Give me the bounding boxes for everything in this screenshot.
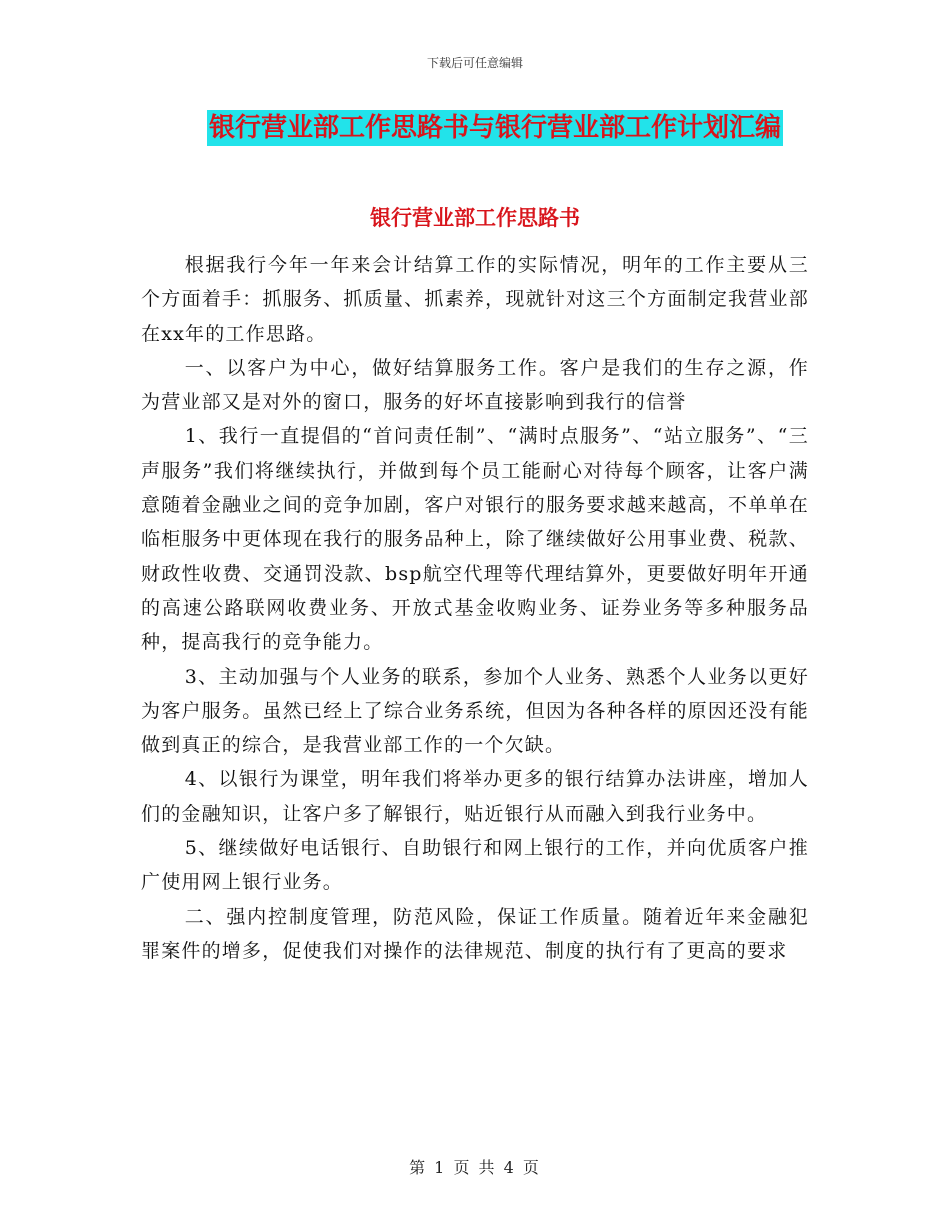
page-footer: 第 1 页 共 4 页 <box>409 1158 541 1177</box>
paragraph-item-5: 5、继续做好电话银行、自助银行和网上银行的工作，并向优质客户推广使用网上银行业务。 <box>141 837 809 894</box>
section-title: 银行营业部工作思路书 <box>370 206 580 230</box>
paragraph-item-4: 4、以银行为课堂，明年我们将举办更多的银行结算办法讲座，增加人们的金融知识，让客户多了解银行，贴近银行从而融入到我行业务中。 <box>141 768 809 825</box>
paragraph-section-2: 二、强内控制度管理，防范风险，保证工作质量。随着近年来金融犯罪案件的增多，促使我们对操作的法律规范、制度的执行有了更高的要求 <box>141 905 809 962</box>
paragraph-intro: 根据我行今年一年来会计结算工作的实际情况，明年的工作主要从三个方面着手：抓服务、抓质量、抓素养，现就针对这三个方面制定我营业部在xx年的工作思路。 <box>141 254 809 345</box>
body-text <box>141 248 809 968</box>
paragraph-section-1: 一、以客户为中心，做好结算服务工作。客户是我们的生存之源，作为营业部又是对外的窗口，服务的好坏直接影响到我行的信誉 <box>141 356 809 414</box>
paragraph-item-3: 3、主动加强与个人业务的联系，参加个人业务、熟悉个人业务以更好为客户服务。虽然已经上了综合业务系统，但因为各种各样的原因还没有能做到真正的综合，是我营业部工作的一个欠缺。 <box>141 665 809 757</box>
header-note: 下载后可任意编辑 <box>426 56 523 70</box>
paragraph-item-1: 1、我行一直提倡的“首问责任制”、“满时点服务”、“站立服务”、“三声服务”我们将继续执行，并做到每个员工能耐心对待每个顾客，让客户满意随着金融业之间的竞争加剧，客户对银行的服务要求越来越高，不单单在临柜服务中更体现在我行的服务品种上，除了继续做好公用事业费、税款、财政性收费、交通罚没款、bsp航空代理等代理结算外，更要做好明年开通的高速公路联网收费业务、开放式基金收购业务、证券业务等多种服务品种，提高我行的竞争能力。 <box>141 425 809 654</box>
main-title: 银行营业部工作思路书与银行营业部工作计划汇编 <box>207 110 783 146</box>
main-title-container <box>0 110 950 146</box>
